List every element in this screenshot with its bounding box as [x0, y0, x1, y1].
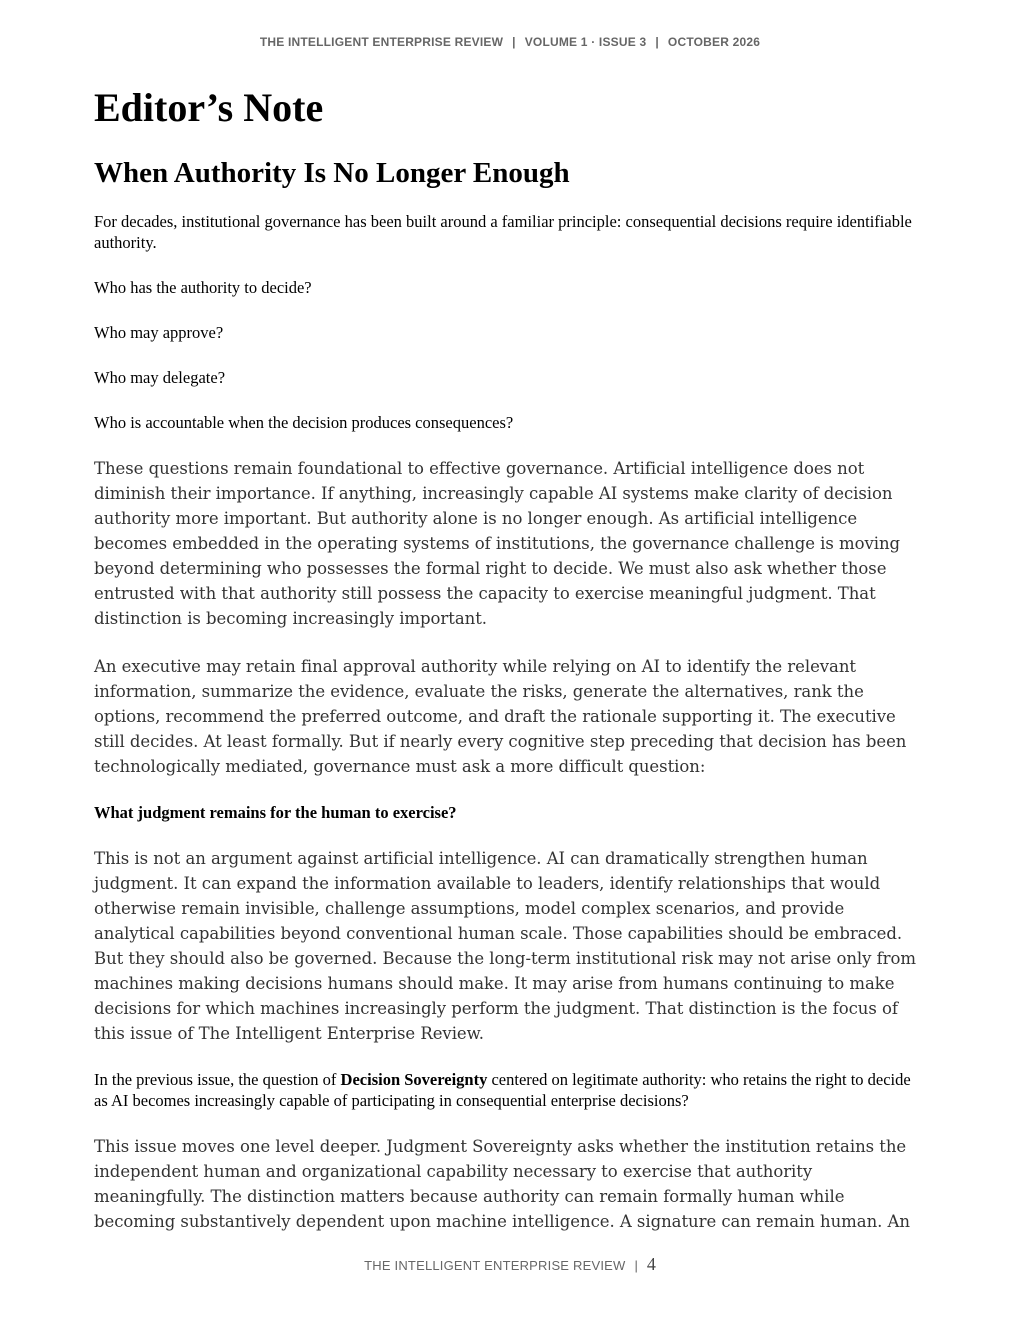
footer-publication: THE INTELLIGENT ENTERPRISE REVIEW	[364, 1258, 626, 1273]
question-item: Who may approve?	[94, 323, 224, 342]
paragraph-text: centered on legitimate authority: who retains the right to decide as AI becomes increasingly capable of participating in consequential enterprise decisions?	[94, 1070, 911, 1110]
header-separator: |	[655, 35, 659, 49]
page-footer	[0, 1254, 1020, 1275]
footer-separator: |	[634, 1258, 638, 1273]
body-paragraph: This issue moves one level deeper. Judgment Sovereignty asks whether the institution retains the independent human and organizational capability necessary to exercise that authority meaningfully. The distinction matters because authority can remain formally human while becoming substantively dependent upon machine intelligence. A signature can remain human. An	[94, 1137, 910, 1231]
page-number: 4	[646, 1254, 656, 1274]
body-paragraph: An executive may retain final approval authority while relying on AI to identify the relevant information, summarize the evidence, evaluate the risks, generate the alternatives, rank the options, recommend the preferred outcome, and draft the rationale supporting it. The executive still decides. At least formally. But if nearly every cognitive step preceding that decision has been technologically mediated, governance must ask a more difficult question:	[94, 657, 907, 776]
question-item: Who may delegate?	[94, 368, 226, 387]
running-header	[0, 35, 1020, 49]
key-question: What judgment remains for the human to exercise?	[94, 803, 457, 822]
header-date: OCTOBER 2026	[667, 35, 761, 49]
article-body	[94, 82, 916, 1234]
article-subtitle: When Authority Is No Longer Enough	[94, 157, 570, 189]
body-paragraph: These questions remain foundational to effective governance. Artificial intelligence does not diminish their importance. If anything, increasingly capable AI systems make clarity of decision authority more important. But authority alone is no longer enough. As artificial intelligence becomes embedded in the operating systems of institutions, the governance challenge is moving beyond determining who possesses the formal right to decide. We must also ask whether those entrusted with that authority still possess the capacity to exercise meaningful judgment. That distinction is becoming increasingly important.	[94, 459, 901, 628]
previous-issue-paragraph	[94, 1069, 916, 1111]
body-paragraph: This is not an argument against artificial intelligence. AI can dramatically strengthen human judgment. It can expand the information available to leaders, identify relationships that would otherwise remain invisible, challenge assumptions, model complex scenarios, and provide analytical capabilities beyond conventional human scale. Those capabilities should be embraced. But they should also be governed. Because the long-term institutional risk may not arise only from machines making decisions humans should make. It may arise from humans continuing to make decisions for which machines increasingly perform the judgment. That distinction is the focus of this issue of The Intelligent Enterprise Review.	[94, 849, 916, 1043]
intro-paragraph: For decades, institutional governance has been built around a familiar principle: consequential decisions require identifiable authority.	[94, 212, 912, 252]
question-item: Who is accountable when the decision produces consequences?	[94, 413, 514, 432]
header-publication: THE INTELLIGENT ENTERPRISE REVIEW	[259, 35, 504, 49]
header-separator: |	[512, 35, 516, 49]
emphasis-term: Decision Sovereignty	[340, 1070, 488, 1089]
page-title: Editor’s Note	[94, 85, 324, 130]
header-issue: VOLUME 1 · ISSUE 3	[524, 35, 647, 49]
question-item: Who has the authority to decide?	[94, 278, 312, 297]
paragraph-text: In the previous issue, the question of	[94, 1070, 341, 1089]
